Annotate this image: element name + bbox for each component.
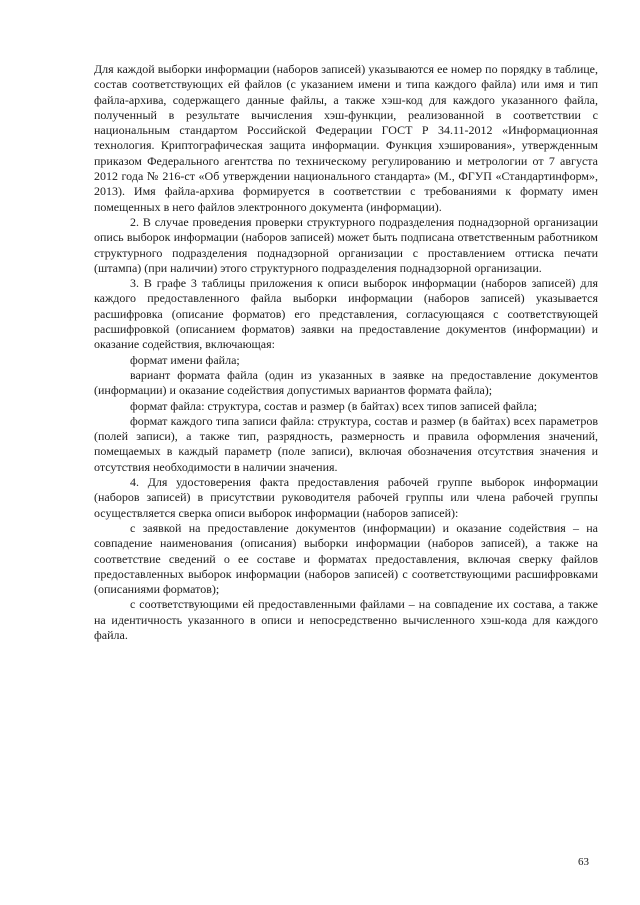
paragraph-item-3: 3. В графе 3 таблицы приложения к описи выборок информации (наборов записей) для каждого предоставленного файла выборки информации (наборов записей) указывается расшифровка (описание форматов) его представления, согласующаяся с соответствующей расшифровкой (описанием форматов) заявки на предоставление документов (информации) и оказание содействия, включающая: xyxy=(94,276,598,352)
list-item-file-format: формат файла: структура, состав и размер (в байтах) всех типов записей файла; xyxy=(130,398,538,413)
list-item-check-against-request: с заявкой на предоставление документов (информации) и оказание содействия – на совпадение наименования (описания) выборки информации (наборов записей), а также на соответствие сведений о ее составе и форматах предоставления, включая сверку файлов предоставленных выборок информации (наборов записей) с соответствующими расшифровками (описаниями форматов); xyxy=(94,520,598,597)
list-item-file-format-variant: вариант формата файла (один из указанных в заявке на предоставление документов (информации) и оказание содействия допустимых вариантов формата файла); xyxy=(94,367,598,398)
list-item-record-type-format: формат каждого типа записи файла: структура, состав и размер (в байтах) всех параметров (полей записи), а также тип, разрядность, размерность и правила оформления значений, помещаемых в каждый параметр (поле записи), включая обозначения отсутствия значения и отсутствия необходимости в наличии значения. xyxy=(94,413,598,474)
document-body xyxy=(94,62,598,643)
paragraph-file-hash-description: Для каждой выборки информации (наборов записей) указываются ее номер по порядку в таблице, состав соответствующих ей файлов (с указанием имени и типа каждого файла) или имя и тип файла-архива, содержащего данные файлы, а также хэш-код для каждого указанного файла, полученный в результате вычисления хэш-функции, реализованной в соответствии с национальным стандартом Российской Федерации ГОСТ Р 34.11-2012 «Информационная технология. Криптографическая защита информации. Функция хэширования», утвержденным приказом Федерального агентства по техническому регулированию и метрологии от 7 августа 2012 года № 216-ст «Об утверждении национального стандарта» (М., ФГУП «Стандартинформ», 2013). Имя файла-архива формируется в соответствии с требованиями к формату имен помещенных в него файлов электронного документа (информации). xyxy=(94,62,598,214)
paragraph-item-2: 2. В случае проведения проверки структурного подразделения поднадзорной организации опись выборок информации (наборов записей) может быть подписана ответственным работником структурного подразделения поднадзорной организации с проставлением оттиска печати (штампа) (при наличии) этого структурного подразделения поднадзорной организации. xyxy=(94,214,598,275)
page-number: 63 xyxy=(578,856,589,868)
paragraph-item-4: 4. Для удостоверения факта предоставления рабочей группе выборок информации (наборов записей) в присутствии руководителя рабочей группы или члена рабочей группы осуществляется сверка описи выборок информации (наборов записей): xyxy=(94,475,598,520)
list-item-check-against-files: с соответствующими ей предоставленными файлами – на совпадение их состава, а также на идентичность указанного в описи и непосредственно вычисленного хэш-кода для каждого файла. xyxy=(94,597,598,642)
list-item-file-name-format: формат имени файла; xyxy=(130,352,240,367)
